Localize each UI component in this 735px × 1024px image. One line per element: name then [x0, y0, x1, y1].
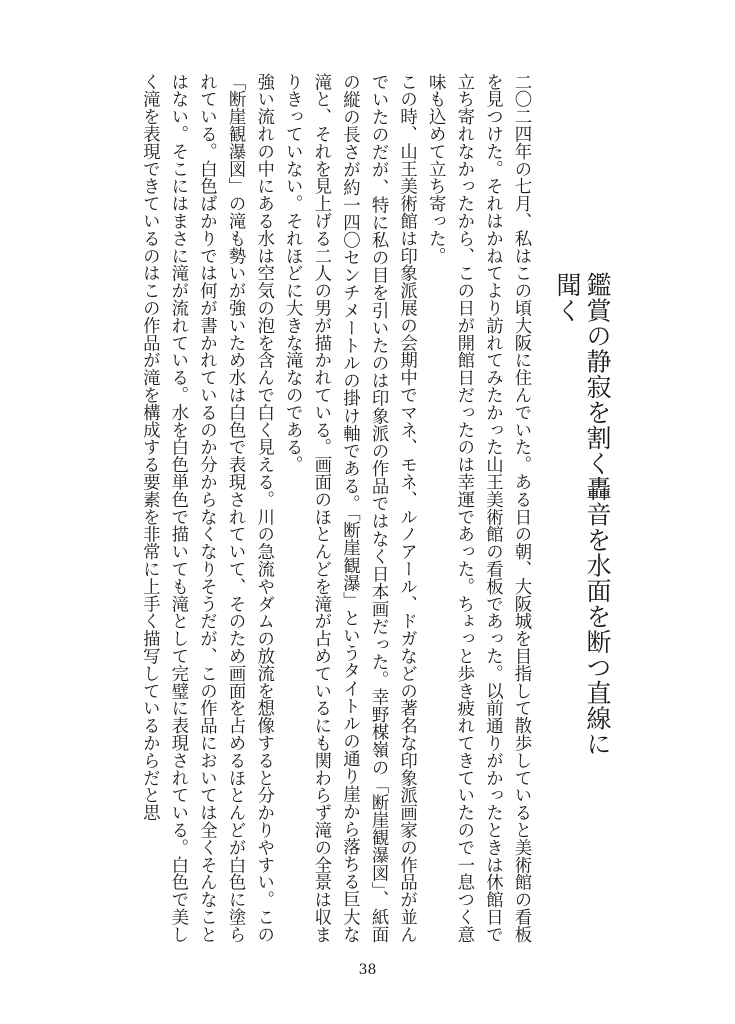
essay-body [135, 73, 535, 943]
paragraph-1: 二〇二四年の七月、私はこの頃大阪に住んでいた。ある日の朝、大阪城を目指して散歩していると美術館の看板を見つけた。それはかねてより訪れてみたかった山王美術館の看板であった。以前通りがかったときは休館日で立ち寄れなかったから、この日が開館日だったのは幸運であった。ちょっと歩き疲れてきていたので一息つく意味も込めて立ち寄った。 [425, 73, 531, 943]
essay-title: 鑑賞の静寂を割く轟音を水面を断つ直線に聞く [553, 272, 612, 757]
paragraph-2: この時、山王美術館は印象派展の会期中でマネ、モネ、ルノアール、ドガなどの著名な印象派画家の作品が並んでいたのだが、特に私の目を引いたのは印象派の作品ではなく日本画だった。幸野楳嶺の「断崖観瀑図」、紙面の縦の長さが約一四〇センチメートルの掛け軸である。「断崖観瀑」というタイトルの通り崖から落ちる巨大な滝と、それを見上げる二人の男が描かれている。画面のほとんどを滝が占めているにも関わらず滝の全景は収まりきっていない。それほどに大きな滝なのである。 [282, 73, 417, 943]
paragraph-3: 強い流れの中にある水は空気の泡を含んで白く見える。川の急流やダムの放流を想像すると分かりやすい。この「断崖観瀑図」の滝も勢いが強いため水は白色で表現されていて、そのため画面を占めるほとんどが白色に塗られている。白色ばかりでは何が書かれているのか分からなくなりそうだが、この作品においては全くそんなことはない。そこにはまさに滝が流れている。水を白色単色で描いても滝として完璧に表現されている。白色で美しく滝を表現できているのはこの作品が滝を構成する要素を非常に上手く描写しているからだと思 [139, 73, 274, 943]
page-number: 38 [358, 962, 377, 978]
